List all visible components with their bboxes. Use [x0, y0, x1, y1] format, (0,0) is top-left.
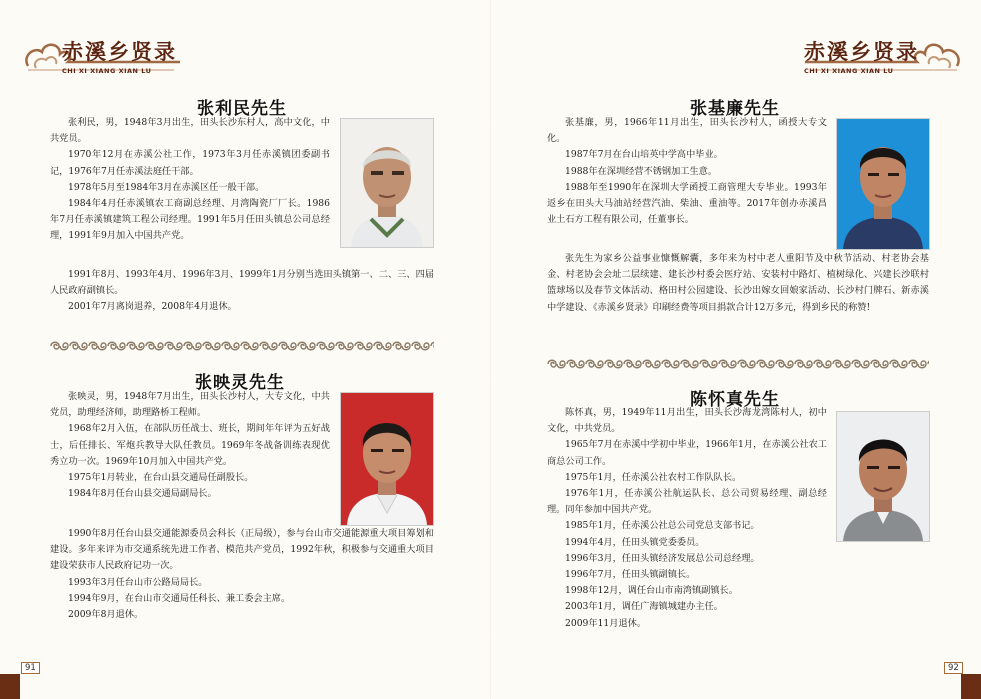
bio-paragraph: 1984年4月任赤溪镇农工商副总经理、月湾陶瓷厂厂长。1986年7月任赤溪镇建筑工程公司经理。1991年5月任田头镇总公司总经理，1991年9月加入中国共产党。: [50, 198, 330, 242]
profile-bio-wide: [547, 251, 929, 316]
scroll-divider: [547, 358, 929, 370]
page-corner: [0, 674, 20, 699]
portrait-photo: [836, 118, 930, 250]
book-subtitle: CHI XI XIANG XIAN LU: [804, 67, 894, 75]
profile-bio: [50, 115, 330, 245]
bio-paragraph: 1996年7月，任田头镇副镇长。: [565, 569, 696, 581]
scroll-divider: [50, 340, 434, 352]
page-number: 92: [944, 662, 963, 674]
bio-paragraph: 1993年3月任台山市公路局局长。: [68, 576, 208, 588]
bio-paragraph: 1985年1月，任赤溪公社总公司党总支部书记。: [565, 520, 760, 532]
profile-name: 陈怀真先生: [690, 390, 780, 410]
bio-paragraph: 2001年7月离岗退养，2008年4月退休。: [68, 301, 237, 313]
bio-paragraph: 1970年12月在赤溪公社工作，1973年3月任赤溪镇团委副书记，1976年7月任赤溪法庭任干部。: [50, 149, 330, 177]
profile-bio-wide: [50, 267, 434, 316]
bio-paragraph: 1994年9月，在台山市交通局任科长、兼工委会主席。: [68, 592, 291, 604]
bio-paragraph: 1988年至1990年在深圳大学函授工商管理大专毕业。1993年返乡在田头大马油站经营汽油、柴油、重油等。2017年创办赤溪昌业土石方工程有限公司，任董事长。: [547, 181, 827, 226]
page-corner: [961, 674, 981, 699]
book-header: [804, 36, 919, 82]
portrait-photo: [340, 392, 434, 526]
profile-bio: [547, 405, 827, 632]
portrait-photo: [836, 411, 930, 542]
bio-paragraph: 1984年8月任台山县交通局副局长。: [68, 488, 217, 500]
bio-paragraph: 2003年1月，调任广海镇城建办主任。: [565, 601, 723, 613]
bio-paragraph: 1976年1月，任赤溪公社航运队长、总公司贸易经理、副总经理。同年参加中国共产党。: [547, 488, 827, 516]
book-title: 赤溪乡贤录: [804, 39, 919, 64]
bio-paragraph: 1996年3月，任田头镇经济发展总公司总经理。: [565, 552, 760, 564]
bio-paragraph: 张基廉，男，1966年11月出生，田头长沙村人，函授大专文化。: [547, 117, 827, 145]
profile-name: 张映灵先生: [195, 373, 285, 393]
bio-paragraph: 1975年1月转业，在台山县交通局任副股长。: [68, 472, 254, 484]
portrait-photo: [340, 118, 434, 248]
profile-bio-wide: [50, 526, 434, 623]
profile-name: 张基廉先生: [690, 99, 780, 119]
profile-name: 张利民先生: [197, 99, 287, 119]
bio-paragraph: 1994年4月，任田头镇党委委员。: [565, 536, 705, 548]
bio-paragraph: 张先生为家乡公益事业慷慨解囊，多年来为村中老人重阳节及中秋节活动、村老协会基金、村老协会会址二层续建、建长沙村委会医疗站、安装村中路灯、植树绿化、兴建长沙联村篮球场以及春节文体活动、格田村公园建设、长沙出嫁女回娘家活动、长沙村门牌石、新赤溪中学建设、《赤溪乡贤录》印刷经费等项目捐款合计12万多元，得到乡民的称赞!: [547, 253, 929, 313]
bio-paragraph: 1975年1月，任赤溪公社农村工作队队长。: [565, 471, 742, 483]
bio-paragraph: 2009年8月退休。: [68, 609, 144, 621]
bio-paragraph: 1988年在深圳经营不锈钢加工生意。: [565, 165, 718, 177]
bio-paragraph: 1990年8月任台山县交通能源委员会科长（正局级），参与台山市交通能源重大项目筹划和建设。多年来评为市交通系统先进工作者、模范共产党员，1992年秋，积极参与交通重大项目建设荣获市人民政府记功一次。: [50, 528, 434, 572]
left-page: [0, 0, 490, 699]
profile-bio: [547, 115, 827, 228]
bio-paragraph: 1978年5月至1984年3月在赤溪区任一般干部。: [68, 181, 265, 193]
bio-paragraph: 1968年2月入伍，在部队历任战士、班长，期间年年评为五好战士，后任排长、军炮兵教导大队任教员。1969年冬战备训练表现优秀立功一次。1969年10月加入中国共产党。: [50, 423, 330, 467]
right-page: [491, 0, 981, 699]
bio-paragraph: 张映灵，男，1948年7月出生，田头长沙村人，大专文化，中共党员，助理经济师，助理路桥工程师。: [50, 391, 330, 419]
bio-paragraph: 1991年8月、1993年4月、1996年3月、1999年1月分别当选田头镇第一、二、三、四届人民政府副镇长。: [50, 269, 434, 297]
bio-paragraph: 2009年11月退休。: [565, 617, 647, 629]
book-title: 赤溪乡贤录: [62, 39, 177, 64]
profile-bio: [50, 389, 330, 502]
bio-paragraph: 1965年7月在赤溪中学初中毕业，1966年1月，在赤溪公社农工商总公司工作。: [547, 439, 827, 467]
book-header: [62, 36, 177, 82]
bio-paragraph: 陈怀真，男，1949年11月出生，田头长沙海龙湾陈村人，初中文化，中共党员。: [547, 407, 827, 435]
bio-paragraph: 张利民，男，1948年3月出生，田头长沙东村人，高中文化，中共党员。: [50, 117, 330, 145]
book-subtitle: CHI XI XIANG XIAN LU: [62, 67, 152, 75]
page-number: 91: [21, 662, 40, 674]
bio-paragraph: 1987年7月在台山培英中学高中毕业。: [565, 149, 723, 161]
bio-paragraph: 1998年12月，调任台山市南湾镇副镇长。: [565, 585, 738, 597]
